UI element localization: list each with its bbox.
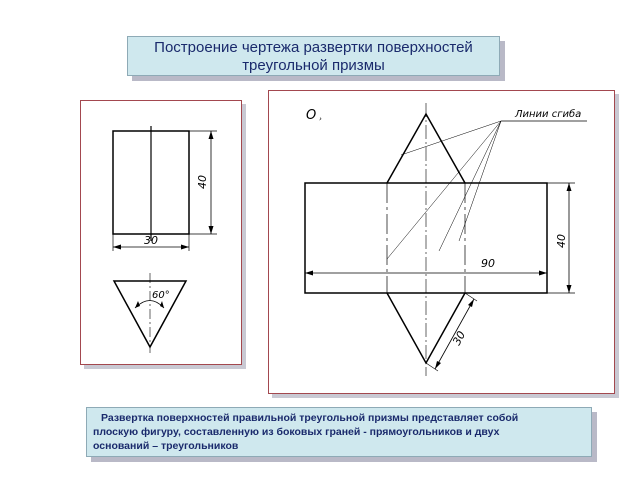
net-length-dim-label: 90	[481, 257, 495, 270]
prism-views-drawing	[81, 101, 241, 364]
fold-lines-label: Линии сгиба	[515, 109, 582, 120]
description-line-2: плоскую фигуру, составленную из боковых граней - прямоугольников и двух	[93, 426, 500, 438]
description-line-1: Развертка поверхностей правильной треугольной призмы представляет собой	[101, 412, 519, 424]
left-height-dim-label: 40	[196, 175, 209, 189]
angle-dim-label: 60°	[152, 290, 170, 301]
title-line-1: Построение чертежа развертки поверхностей	[154, 39, 473, 56]
net-side-dim-label: 30	[450, 328, 469, 348]
left-width-dim-label: 30	[144, 234, 158, 247]
corner-mark: O	[306, 108, 317, 123]
angle-arc	[135, 301, 164, 309]
net-height-dim-label: 40	[555, 234, 568, 248]
prism-net-drawing	[269, 91, 614, 393]
right-drawing-frame	[268, 90, 615, 394]
description-box	[86, 407, 592, 457]
description-line-3: оснований – треугольников	[93, 440, 239, 452]
title-line-2: треугольной призмы	[242, 57, 385, 74]
svg-text:›: ›	[319, 115, 322, 123]
left-drawing-frame	[80, 100, 242, 365]
title-box	[127, 36, 500, 76]
